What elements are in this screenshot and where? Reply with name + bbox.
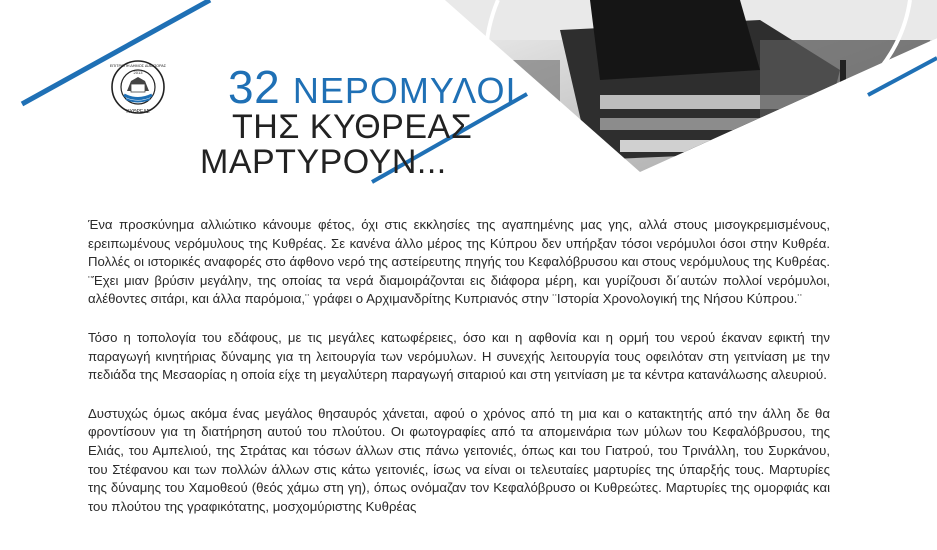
paragraph-1: Ένα προσκύνημα αλλιώτικο κάνουμε φέτος, όχι στις εκκλησίες της αγαπημένης μας γης, αλλά στους μισογκρεμισμένους, ερειπωμένους νερόμυλους της Κυθρέας. Σε κανένα άλλο μέρος της Κύπρου δεν υπήρξαν τόσοι νερόμυλοι όσοι στην Κυθρέα. Πολλές οι ιστορικές αναφορές στο άφθονο νερό της αστείρευτης πηγής του Κεφαλόβρυσου και στους νερόμυλους της Κυθρέας. ¨Έχει μιαν βρύσιν μεγάλην, της οποίας τα νερά διαμοιράζονται εις διάφορα μέρη, και γυρίζουσι δι΄αυτών πολλοί νερόμυλοι, αλέθοντες σιτάρι, και άλλα παρόμοια,¨ γράφει ο Αρχιμανδρίτης Κυπριανός στην ¨Ιστορία Χρονολογική της Νήσου Κύπρου.¨ (88, 217, 830, 307)
page-title-line2: ΤΗΣ ΚΥΘΡΕΑΣ (232, 108, 473, 146)
title-word: ΝΕΡΟΜΥΛΟΙ (292, 70, 517, 111)
paragraph-2: Τόσο η τοπολογία του εδάφους, με τις μεγάλες κατωφέρειες, όσο και η αφθονία και η ορμή του νερού έκαναν εφικτή την παραγωγή κινητήριας δύναμης για τη λειτουργία των νερόμυλων. Η συνεχής λειτουργία τους οφειλόταν στη γειτνίαση με την πεδιάδα της Μεσαορίας η οποία είχε τη μεγαλύτερη παραγωγή σιταριού και στη γειτνίαση με τα κέντρα κατανάλωσης αλευριού. (88, 329, 830, 383)
logo-ring-text: ΕΠΙΤΡΟΠΗ ΔΗΜΟΣ ΔΙΑΣΠΟΡΑΣ (109, 64, 167, 68)
page-title-line1 (228, 60, 517, 114)
article-body (88, 216, 830, 536)
page-title-line3: ΜΑΡΤΥΡΟΥΝ... (200, 143, 447, 181)
paragraph-3: Δυστυχώς όμως ακόμα ένας μεγάλος θησαυρός χάνεται, αφού ο χρόνος από τη μια και ο κατακτητής από την άλλη δε θα φροντίσουν για τη διατήρηση αυτού του πλούτου. Οι φωτογραφίες από τα απομεινάρια των μύλων του Κεφαλόβρυσου, της Ελιάς, του Αμπελιού, της Στράτας και τόσων άλλων στις πάνω γειτονιές, όπως και του Γιατρού, του Τρινάλλη, του Συρκάνου, του Στέφανου και των πολλών άλλων στις κάτω γειτονιές, ίσως να είναι οι τελευταίες μαρτυρίες της ύπαρξής τους. Μαρτυρίες της δύναμης του Χαμοθεού (θεός χάμω στη γη), όπως ονόμαζαν τον Κεφαλόβρυσο οι Κυθρεώτες. Μαρτυρίες της ομορφιάς και του πλούτου της γραφικότατης, μοσχομύριστης Κυθρέας (88, 405, 830, 514)
logo-ring-bottom: ΚΥΘΡΕΑΣ (126, 109, 150, 115)
municipality-logo (109, 47, 169, 127)
title-number: 32 (228, 61, 281, 113)
logo-year: 2013 (133, 70, 143, 75)
